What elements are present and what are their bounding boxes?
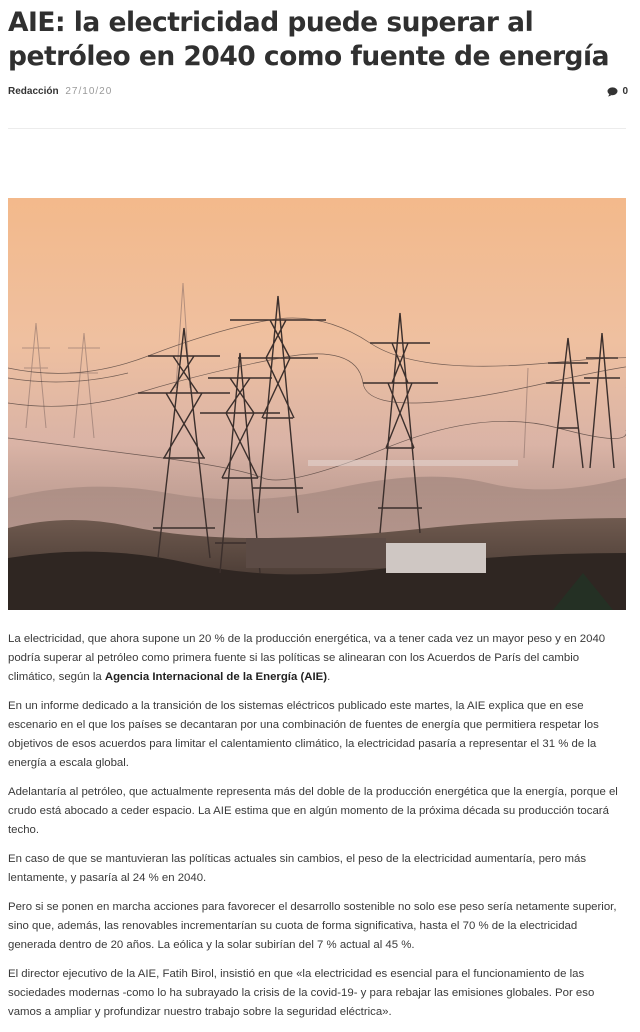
- comment-bubble-icon: [607, 87, 618, 97]
- article-body: [8, 630, 628, 1032]
- paragraph-text: La electricidad, que ahora supone un 20 % de la producción energética, va a tener cada vez un mayor peso y en 2040 podría superar al petróleo como primera fuente si las políticas se alinearan con los Acuerdos de París del cambio climático, según la: [8, 633, 606, 683]
- paragraph: El director ejecutivo de la AIE, Fatih Birol, insistió en que «la electricidad es esencial para el funcionamiento de las sociedades modernas -como lo ha subrayado la crisis de la covid-19- y para rebajar las emisiones globales. Por eso vamos a ampliar y profundizar nuestro trabajo sobre la seguridad eléctrica».: [8, 968, 595, 1018]
- paragraph: Pero si se ponen en marcha acciones para favorecer el desarrollo sostenible no solo ese peso sería netamente superior, sino que, además, las renovables incrementarían su cuota de forma significativa, hasta el 70 % de la electricidad generada dentro de 20 años. La eólica y la solar subirían del 7 % actual al 45 %.: [8, 901, 617, 951]
- paragraph: En un informe dedicado a la transición de los sistemas eléctricos publicado este martes, la AIE explica que en ese escenario en el que los países se decantaran por una combinación de fuentes de energía que permitiera respetar los objetivos de esos acuerdos para limitar el calentamiento climático, la electricidad pasaría a representar el 31 % de la energía a escala global.: [8, 700, 599, 769]
- comments-link[interactable]: [607, 86, 628, 97]
- article-title: AIE: la electricidad puede superar al petróleo en 2040 como fuente de energía: [8, 7, 609, 72]
- paragraph: [8, 630, 628, 687]
- paragraph-end: .: [327, 671, 331, 683]
- header-divider: [8, 128, 626, 129]
- paragraph: Adelantaría al petróleo, que actualmente representa más del doble de la producción energética que la energía, porque el crudo está abocado a ceder espacio. La AIE estima que en algún momento de la próxima década su producción tocará techo.: [8, 786, 618, 836]
- comment-count: 0: [622, 86, 628, 97]
- article-hero-image: [8, 198, 626, 610]
- publish-date: 27/10/20: [65, 86, 113, 97]
- article-meta: [8, 86, 628, 102]
- paragraph: En caso de que se mantuvieran las políticas actuales sin cambios, el peso de la electricidad aumentaría, pero más lentamente, y pasaría al 24 % en 2040.: [8, 853, 587, 884]
- organization-name: Agencia Internacional de la Energía (AIE): [104, 671, 328, 683]
- author-link[interactable]: Redacción: [8, 86, 59, 97]
